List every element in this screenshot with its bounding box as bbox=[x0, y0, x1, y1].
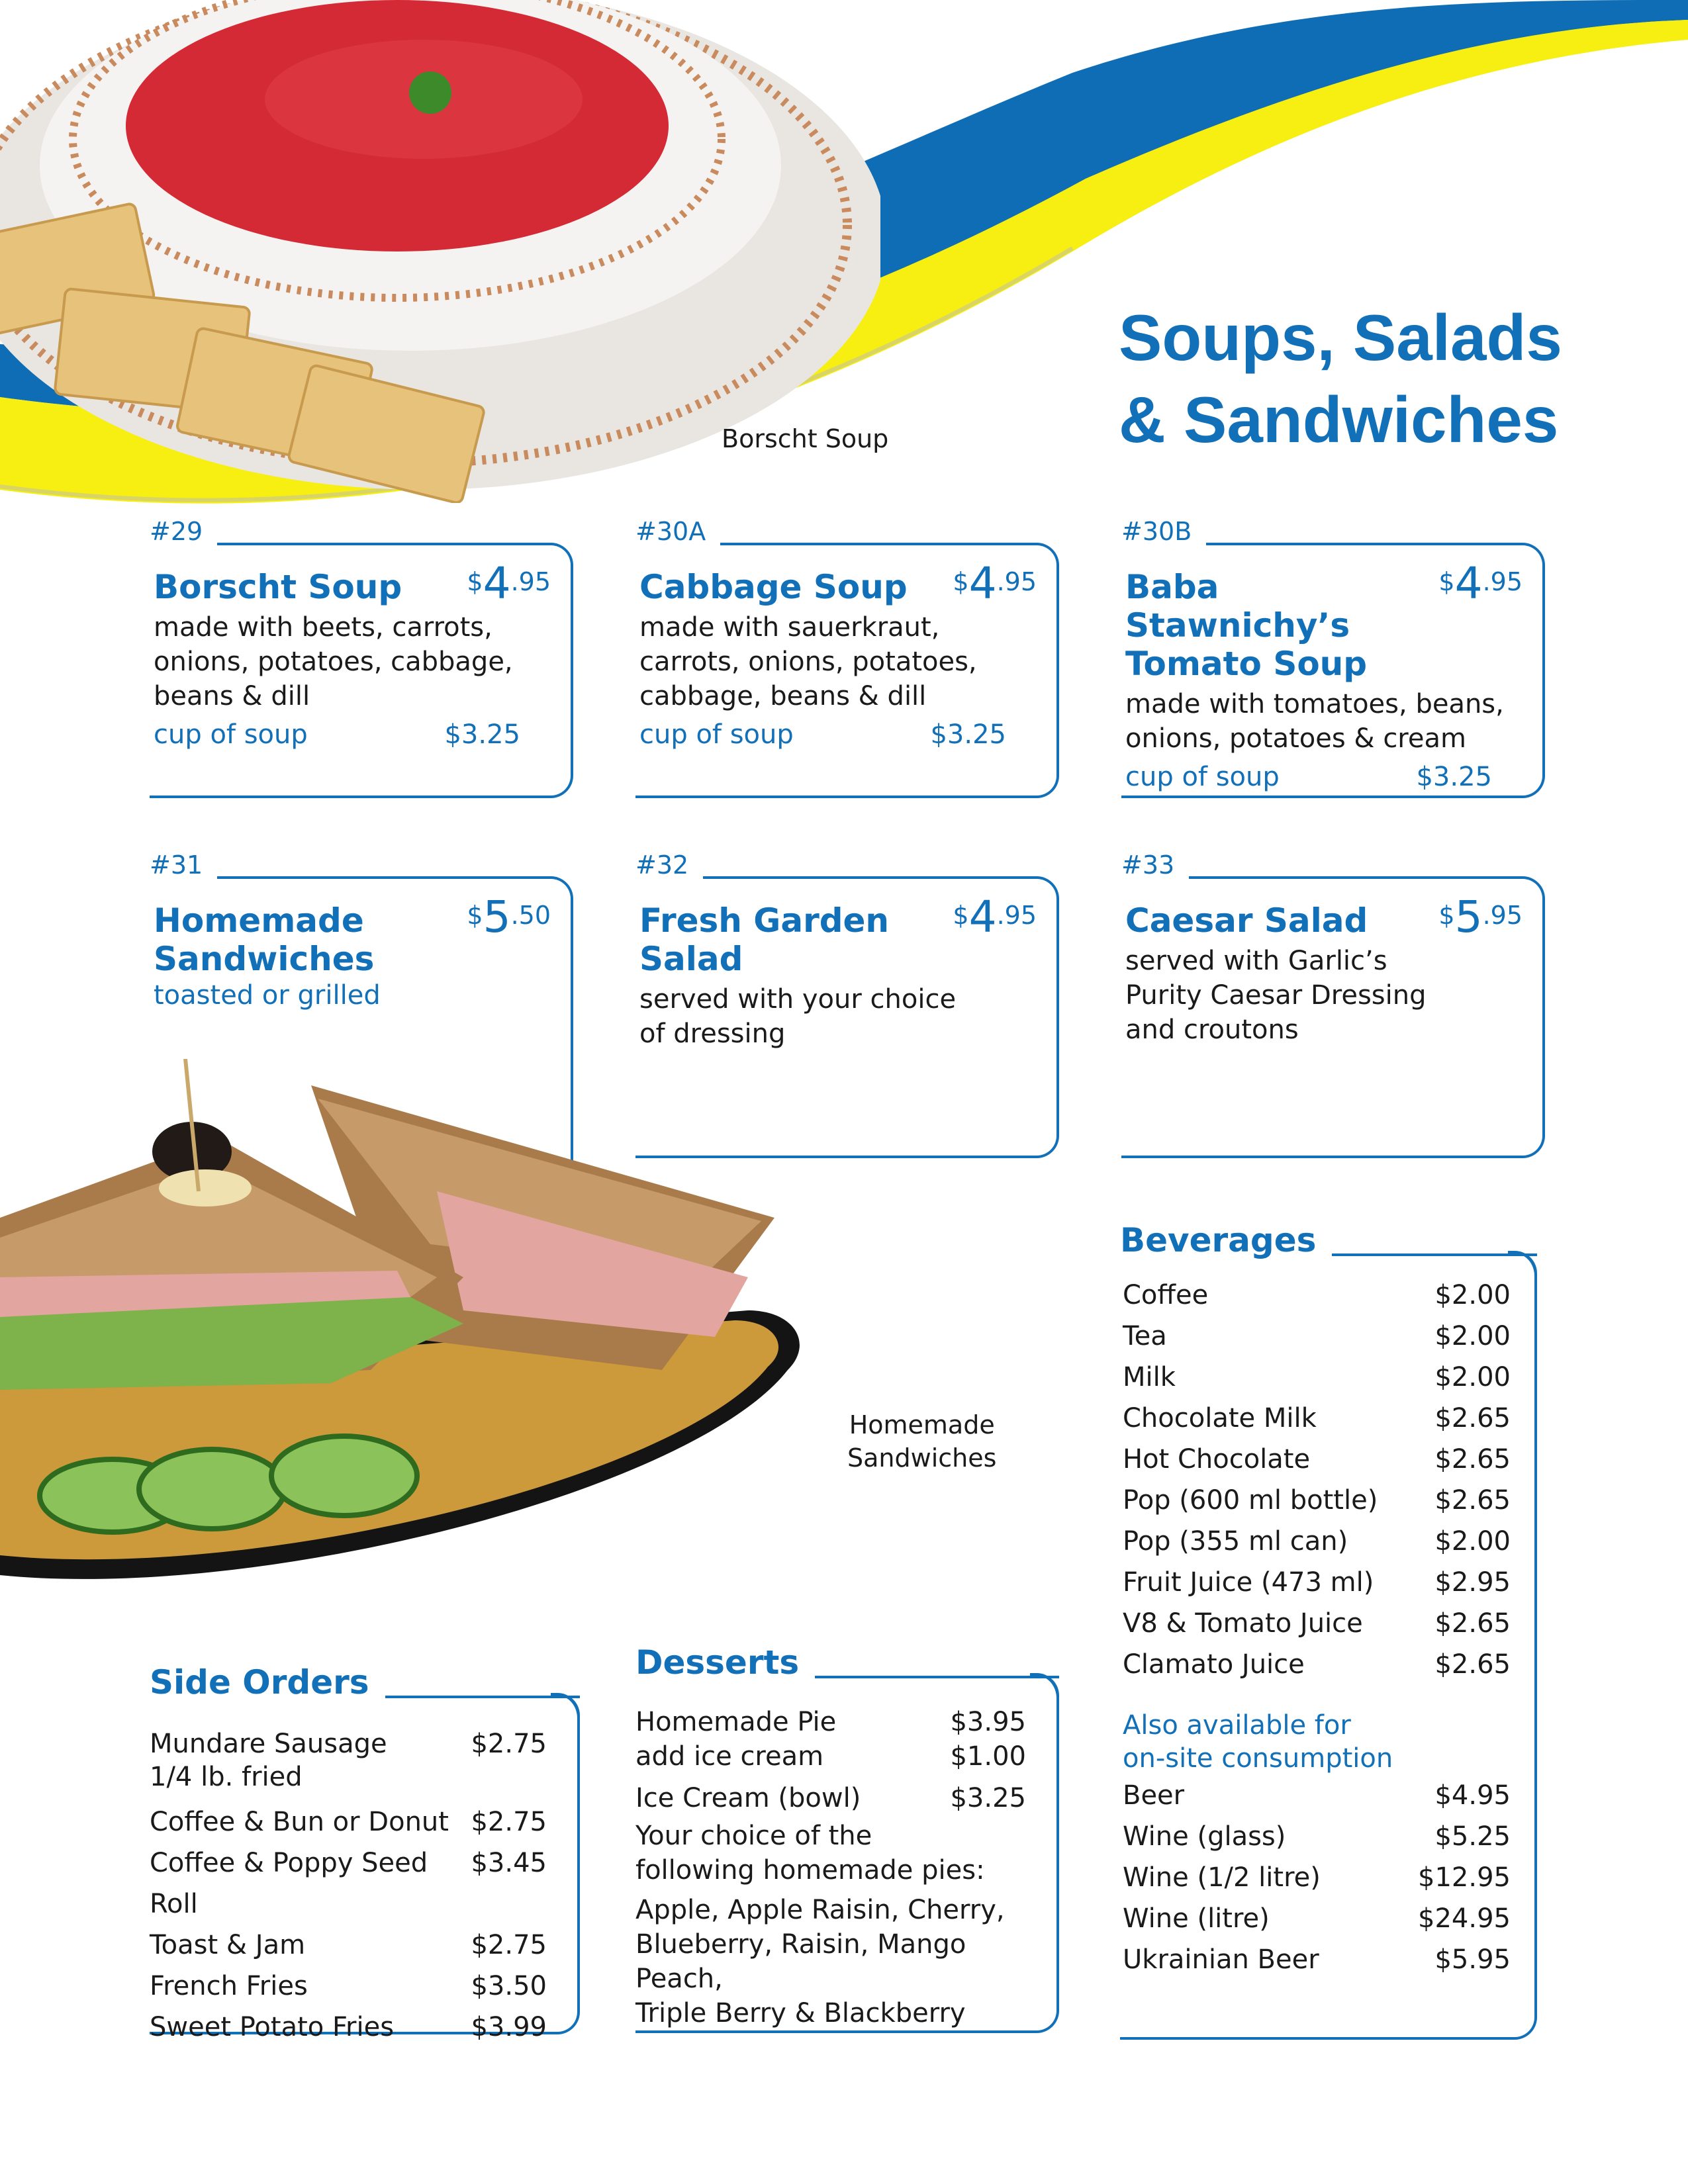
beverage-label: Clamato Juice bbox=[1123, 1649, 1305, 1680]
pie-price: $3.95 bbox=[950, 1707, 1026, 1737]
menu-item-description: made with beets, carrots, onions, potatoes, cabbage, beans & dill bbox=[154, 612, 513, 711]
pie-choice-line2: following homemade pies: bbox=[635, 1855, 985, 1886]
menu-item-sub-price: $3.25 bbox=[930, 719, 1006, 750]
beverage-row bbox=[1123, 1480, 1511, 1521]
menu-item-description: made with tomatoes, beans, onions, potatoes & cream bbox=[1125, 689, 1504, 754]
beverage-row bbox=[1123, 1316, 1511, 1357]
beverage-price: $2.65 bbox=[1434, 1403, 1511, 1433]
menu-item-name: Homemade Sandwiches bbox=[154, 901, 375, 978]
beverage-label: Beer bbox=[1123, 1780, 1185, 1811]
beverage-row bbox=[1123, 1775, 1511, 1816]
side-order-row bbox=[150, 1966, 547, 2007]
side-order-row bbox=[150, 1843, 547, 1925]
beverage-price: $2.00 bbox=[1434, 1526, 1511, 1557]
menu-item-sub-price: $3.25 bbox=[1416, 762, 1492, 792]
menu-item-name: Fresh Garden Salad bbox=[639, 901, 890, 978]
beverage-label: Wine (1/2 litre) bbox=[1123, 1862, 1321, 1893]
menu-item-description: made with sauerkraut, carrots, onions, potatoes, cabbage, beans & dill bbox=[639, 612, 977, 711]
beverage-price: $5.95 bbox=[1434, 1944, 1511, 1975]
beverage-row bbox=[1123, 1898, 1511, 1939]
beverage-row bbox=[1123, 1644, 1511, 1685]
beverage-label: Coffee bbox=[1123, 1280, 1209, 1310]
beverage-label: Wine (glass) bbox=[1123, 1821, 1286, 1852]
beverage-price: $2.65 bbox=[1434, 1444, 1511, 1475]
beverage-row bbox=[1123, 1857, 1511, 1898]
menu-item-price: $4.95 bbox=[953, 558, 1037, 609]
menu-item-description: served with Garlic’s Purity Caesar Dressing and croutons bbox=[1125, 946, 1427, 1045]
side-order-price: $2.75 bbox=[471, 1729, 547, 1759]
beverage-row bbox=[1123, 1562, 1511, 1603]
beverage-price: $2.00 bbox=[1434, 1321, 1511, 1351]
ice-bowl-price: $3.25 bbox=[950, 1783, 1026, 1813]
beverage-row bbox=[1123, 1439, 1511, 1480]
menu-item-sub-price: $3.25 bbox=[444, 719, 520, 750]
side-order-price: $2.75 bbox=[471, 1930, 547, 1960]
menu-item-sub-label: cup of soup bbox=[1125, 762, 1280, 792]
beverages-heading: Beverages bbox=[1120, 1220, 1332, 1260]
menu-item-price: $4.95 bbox=[467, 558, 551, 609]
menu-item-name: Baba Stawnichy’s Tomato Soup bbox=[1125, 568, 1368, 683]
side-order-label: Sweet Potato Fries bbox=[150, 2012, 395, 2042]
menu-item-number: #29 bbox=[150, 515, 217, 548]
beverage-row bbox=[1123, 1275, 1511, 1316]
side-order-label: Toast & Jam bbox=[150, 1930, 306, 1960]
side-order-row bbox=[150, 1925, 547, 1966]
sandwich-photo-caption bbox=[847, 1408, 996, 1475]
beverage-row bbox=[1123, 1816, 1511, 1857]
sandwich-caption-line1: Homemade bbox=[849, 1410, 995, 1439]
beverage-label: Tea bbox=[1123, 1321, 1167, 1351]
menu-item-number: #30B bbox=[1121, 515, 1206, 548]
beverage-price: $2.65 bbox=[1434, 1485, 1511, 1516]
soup-photo-caption: Borscht Soup bbox=[722, 424, 889, 453]
beverage-row bbox=[1123, 1398, 1511, 1439]
beverage-row bbox=[1123, 1939, 1511, 1980]
menu-item-price: $5.50 bbox=[467, 891, 551, 942]
side-order-label: French Fries bbox=[150, 1971, 308, 2001]
menu-item-description: served with your choice of dressing bbox=[639, 984, 957, 1049]
ice-add-price: $1.00 bbox=[950, 1741, 1026, 1772]
side-order-row bbox=[150, 1727, 547, 1794]
beverage-price: $5.25 bbox=[1434, 1821, 1511, 1852]
side-order-price: $3.45 bbox=[471, 1848, 547, 1878]
menu-item-sub-label: cup of soup bbox=[154, 719, 308, 750]
sandwich-caption-line2: Sandwiches bbox=[847, 1443, 997, 1473]
beverage-label: Fruit Juice (473 ml) bbox=[1123, 1567, 1374, 1598]
page-title-line1: Soups, Salads bbox=[1119, 301, 1562, 374]
beverage-price: $2.65 bbox=[1434, 1649, 1511, 1680]
menu-item-price: $4.95 bbox=[953, 891, 1037, 942]
beverage-price: $2.00 bbox=[1434, 1280, 1511, 1310]
beverage-price: $4.95 bbox=[1434, 1780, 1511, 1811]
menu-item-sub-label: toasted or grilled bbox=[154, 980, 381, 1011]
side-order-price: $2.75 bbox=[471, 1807, 547, 1837]
pie-choice-line1: Your choice of the bbox=[635, 1821, 872, 1851]
desserts-heading: Desserts bbox=[635, 1643, 815, 1682]
beverage-price: $2.95 bbox=[1434, 1567, 1511, 1598]
beverage-label: Wine (litre) bbox=[1123, 1903, 1270, 1934]
desserts-section bbox=[635, 1643, 1059, 2028]
beverage-label: Milk bbox=[1123, 1362, 1176, 1392]
side-orders-section bbox=[150, 1662, 580, 2042]
pies-line3: Triple Berry & Blackberry bbox=[635, 1998, 966, 2028]
pie-label: Homemade Pie bbox=[635, 1707, 837, 1737]
beverage-row bbox=[1123, 1521, 1511, 1562]
sandwich-photo bbox=[0, 1059, 821, 1602]
beverage-label: Pop (355 ml can) bbox=[1123, 1526, 1348, 1557]
side-order-row bbox=[150, 1801, 547, 1843]
pies-line1: Apple, Apple Raisin, Cherry, bbox=[635, 1895, 1005, 1925]
beverage-label: V8 & Tomato Juice bbox=[1123, 1608, 1363, 1639]
beverage-price: $2.00 bbox=[1434, 1362, 1511, 1392]
beverage-price: $2.65 bbox=[1434, 1608, 1511, 1639]
ice-bowl-label: Ice Cream (bowl) bbox=[635, 1783, 861, 1813]
side-order-price: $3.99 bbox=[471, 2012, 547, 2042]
beverage-price: $24.95 bbox=[1418, 1903, 1511, 1934]
menu-item-price: $5.95 bbox=[1438, 891, 1523, 942]
side-order-label: Mundare Sausage 1/4 lb. fried bbox=[150, 1729, 387, 1792]
beverage-label: Hot Chocolate bbox=[1123, 1444, 1311, 1475]
menu-item-number: #30A bbox=[635, 515, 720, 548]
menu-item-name: Caesar Salad bbox=[1125, 901, 1368, 940]
menu-item-number: #31 bbox=[150, 848, 217, 882]
beverage-row bbox=[1123, 1603, 1511, 1644]
menu-item-number: #32 bbox=[635, 848, 703, 882]
pies-line2: Blueberry, Raisin, Mango Peach, bbox=[635, 1929, 966, 1994]
ice-add-label: add ice cream bbox=[635, 1741, 824, 1772]
side-order-price: $3.50 bbox=[471, 1971, 547, 2001]
beverage-row bbox=[1123, 1357, 1511, 1398]
menu-item-number: #33 bbox=[1121, 848, 1189, 882]
beverage-label: Ukrainian Beer bbox=[1123, 1944, 1319, 1975]
menu-item-sub-label: cup of soup bbox=[639, 719, 794, 750]
also-available-line1: Also available for bbox=[1123, 1710, 1351, 1741]
menu-item-name: Cabbage Soup bbox=[639, 568, 908, 606]
menu-item-price: $4.95 bbox=[1438, 558, 1523, 609]
side-order-label: Coffee & Poppy Seed Roll bbox=[150, 1848, 428, 1919]
beverage-price: $12.95 bbox=[1418, 1862, 1511, 1893]
side-orders-heading: Side Orders bbox=[150, 1662, 385, 1702]
beverages-section bbox=[1120, 1221, 1537, 1975]
page-title-line2: & Sandwiches bbox=[1119, 383, 1559, 456]
beverage-label: Chocolate Milk bbox=[1123, 1403, 1317, 1433]
menu-item-name: Borscht Soup bbox=[154, 568, 402, 606]
page-title bbox=[1119, 296, 1562, 461]
side-order-label: Coffee & Bun or Donut bbox=[150, 1807, 449, 1837]
beverage-label: Pop (600 ml bottle) bbox=[1123, 1485, 1378, 1516]
also-available-line2: on-site consumption bbox=[1123, 1743, 1393, 1774]
side-order-row bbox=[150, 2007, 547, 2048]
